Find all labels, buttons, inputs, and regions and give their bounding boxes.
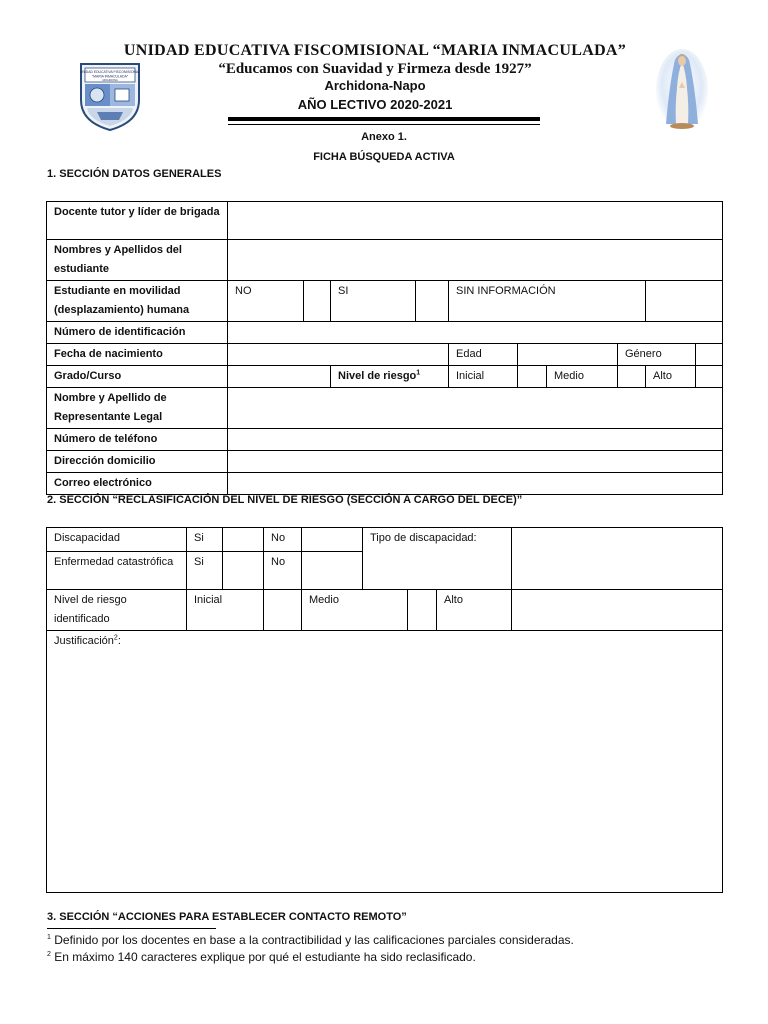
risk-level-label: Nivel de riesgo$^1$: [331, 366, 449, 388]
risk-medium-label: Medio: [547, 366, 618, 388]
phone-field[interactable]: [228, 429, 723, 451]
risk-high-label: Alto: [646, 366, 696, 388]
mobility-label: Estudiante en movilidad (desplazamiento) humana: [47, 281, 228, 322]
section1-title: 1. SECCIÓN DATOS GENERALES: [47, 168, 222, 180]
catastrophic-no-label: No: [264, 552, 302, 590]
table-row: [47, 451, 723, 473]
risk-medium-checkbox[interactable]: [618, 366, 646, 388]
email-label: Correo electrónico: [47, 473, 228, 495]
justification-label: Justificación: [54, 635, 114, 647]
section3-title: 3. SECCIÓN “ACCIONES PARA ESTABLECER CONTACTO REMOTO”: [47, 911, 407, 923]
table-row: [47, 590, 723, 631]
phone-label: Número de teléfono: [47, 429, 228, 451]
gender-field[interactable]: [696, 344, 723, 366]
risk-high-checkbox[interactable]: [696, 366, 723, 388]
age-field[interactable]: [518, 344, 618, 366]
catastrophic-label: Enfermedad catastrófica: [47, 552, 187, 590]
table-row: [47, 202, 723, 240]
footnote-1: $^1$ Definido por los docentes en base a la contractibilidad y las calificaciones parciales consideradas.: [47, 933, 574, 947]
table-row: [47, 388, 723, 429]
footnote-separator: [47, 928, 216, 929]
school-year: AÑO LECTIVO 2020-2021: [297, 97, 453, 112]
table-row: [47, 473, 723, 495]
risk-identified-medium-label: Medio: [302, 590, 408, 631]
grade-label: Grado/Curso: [47, 366, 228, 388]
birth-date-label: Fecha de nacimiento: [47, 344, 228, 366]
school-name: UNIDAD EDUCATIVA FISCOMISIONAL “MARIA INMACULADA”: [123, 42, 627, 59]
header-divider-thin: [228, 124, 540, 125]
header-divider-thick: [228, 117, 540, 121]
table-row: [47, 366, 723, 388]
guardian-label: Nombre y Apellido de Representante Legal: [47, 388, 228, 429]
id-number-field[interactable]: [228, 322, 723, 344]
justification-area[interactable]: Justificación$^2$:: [47, 631, 723, 893]
annex-label: Anexo 1.: [361, 131, 407, 143]
section2-title: 2. SECCIÓN “RECLASIFICACIÓN DEL NIVEL DE RIESGO (SECCIÓN A CARGO DEL DECE)”: [47, 494, 523, 506]
email-field[interactable]: [228, 473, 723, 495]
catastrophic-si-label: Si: [187, 552, 223, 590]
risk-identified-medium-checkbox[interactable]: [408, 590, 437, 631]
risk-identified-high-checkbox[interactable]: [512, 590, 723, 631]
disability-no-label: No: [264, 528, 302, 552]
disability-label: Discapacidad: [47, 528, 187, 552]
table-row: [47, 322, 723, 344]
tutor-field[interactable]: [228, 202, 723, 240]
school-motto: “Educamos con Suavidad y Firmeza desde 1927”: [218, 61, 532, 77]
risk-identified-high-label: Alto: [437, 590, 512, 631]
disability-si-checkbox[interactable]: [223, 528, 264, 552]
risk-identified-label: Nivel de riesgo identificado: [47, 590, 187, 631]
mobility-si-checkbox[interactable]: [416, 281, 449, 322]
risk-identified-initial-label: Inicial: [187, 590, 264, 631]
svg-text:UNIDAD EDUCATIVA FISCOMISIONAL: UNIDAD EDUCATIVA FISCOMISIONAL: [79, 70, 141, 74]
mobility-no-label: NO: [228, 281, 304, 322]
catastrophic-si-checkbox[interactable]: [223, 552, 264, 590]
mobility-si-label: SI: [331, 281, 416, 322]
mobility-no-checkbox[interactable]: [304, 281, 331, 322]
disability-type-field[interactable]: [512, 528, 723, 590]
age-label: Edad: [449, 344, 518, 366]
form-title: FICHA BÚSQUEDA ACTIVA: [313, 151, 455, 163]
table-row: [47, 528, 723, 552]
disability-type-label: Tipo de discapacidad:: [363, 528, 512, 590]
svg-text:"MARIA INMACULADA": "MARIA INMACULADA": [91, 74, 129, 79]
virgin-statue-image: [655, 48, 709, 132]
risk-initial-checkbox[interactable]: [518, 366, 547, 388]
birth-date-field[interactable]: [228, 344, 449, 366]
table-row: [47, 344, 723, 366]
address-label: Dirección domicilio: [47, 451, 228, 473]
table-row: [47, 240, 723, 281]
student-names-field[interactable]: [228, 240, 723, 281]
id-number-label: Número de identificación: [47, 322, 228, 344]
risk-initial-label: Inicial: [449, 366, 518, 388]
mobility-no-info-checkbox[interactable]: [646, 281, 723, 322]
grade-field[interactable]: [228, 366, 331, 388]
gender-label: Género: [618, 344, 696, 366]
disability-no-checkbox[interactable]: [302, 528, 363, 552]
tutor-label: Docente tutor y líder de brigada: [47, 202, 228, 240]
catastrophic-no-checkbox[interactable]: [302, 552, 363, 590]
disability-si-label: Si: [187, 528, 223, 552]
general-data-table: [46, 201, 723, 495]
risk-identified-initial-checkbox[interactable]: [264, 590, 302, 631]
address-field[interactable]: [228, 451, 723, 473]
reclassification-table: [46, 527, 723, 893]
guardian-field[interactable]: [228, 388, 723, 429]
svg-text:ARCHIDONA: ARCHIDONA: [102, 79, 118, 82]
table-row: [47, 631, 723, 893]
school-location: Archidona-Napo: [324, 78, 426, 93]
footnote-2: $^2$ En máximo 140 caracteres explique por qué el estudiante ha sido reclasificado.: [47, 950, 476, 964]
table-row: [47, 429, 723, 451]
student-names-label: Nombres y Apellidos del estudiante: [47, 240, 228, 281]
mobility-no-info-label: SIN INFORMACIÓN: [449, 281, 646, 322]
table-row: [47, 281, 723, 322]
justification-footnote-mark: 2: [113, 634, 118, 642]
